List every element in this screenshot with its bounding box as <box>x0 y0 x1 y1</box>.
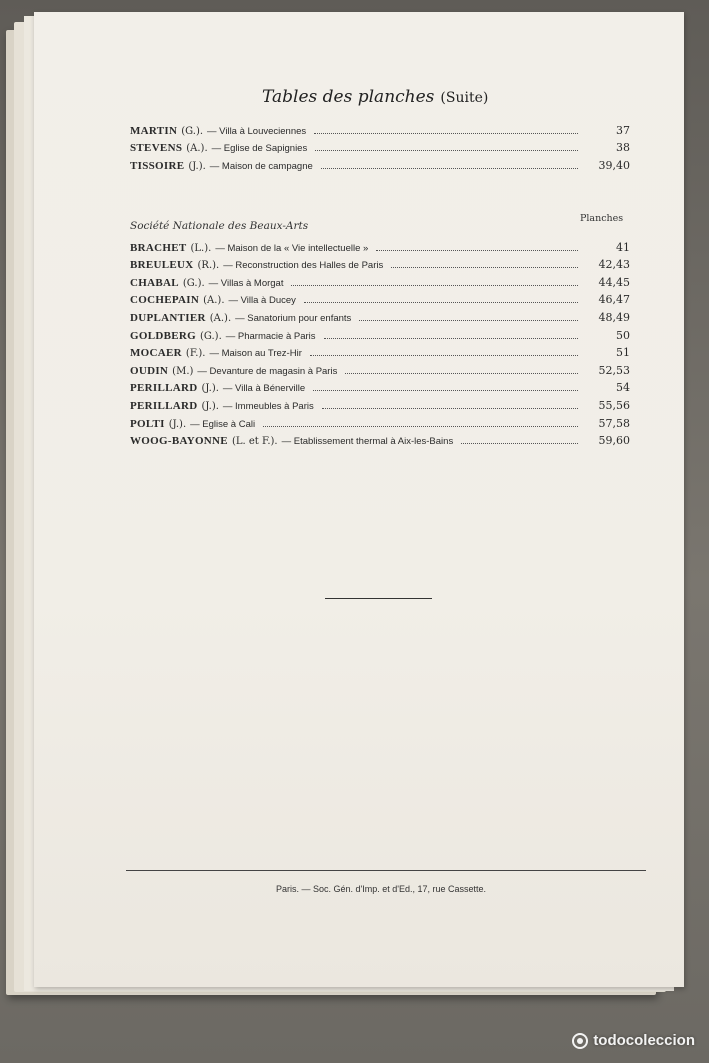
dot-leader <box>359 319 578 321</box>
architect-name: STEVENS <box>130 142 183 155</box>
architect-initials: (G.). <box>182 277 205 289</box>
dot-leader <box>391 266 578 268</box>
architect-initials: (J.). <box>201 383 219 395</box>
architect-initials: (J.). <box>168 418 187 430</box>
dot-leader <box>291 284 578 286</box>
plate-description: — Pharmacie à Paris <box>225 330 316 342</box>
column-label-planches: Planches <box>580 213 624 224</box>
watermark <box>572 1032 695 1049</box>
architect-initials: (A.). <box>209 312 232 324</box>
printer-imprint: Paris. — Soc. Gén. d'Imp. et d'Ed., 17, rue Cassette. <box>275 884 487 894</box>
list-item <box>130 359 630 377</box>
footer-divider <box>126 870 646 871</box>
section-divider <box>325 598 432 599</box>
list-item <box>130 430 630 448</box>
list-item <box>130 236 630 254</box>
plate-description: — Eglise à Cali <box>190 418 256 430</box>
architect-initials: (J.). <box>188 160 206 172</box>
architect-initials: (A.). <box>186 143 208 155</box>
page-title <box>262 87 522 107</box>
list-item <box>130 306 630 324</box>
dot-leader <box>315 149 578 151</box>
dot-leader <box>345 372 578 374</box>
list-item <box>130 324 630 342</box>
plate-description: — Villa à Louveciennes <box>207 125 307 137</box>
list-item <box>130 289 630 307</box>
list-item <box>130 254 630 272</box>
architect-name: BREULEUX <box>130 259 194 272</box>
plate-number: 50 <box>616 328 630 342</box>
dot-leader <box>321 167 578 169</box>
architect-name: BRACHET <box>130 241 187 254</box>
plate-number: 57,58 <box>598 416 630 430</box>
watermark-text: todocoleccion <box>593 1032 695 1049</box>
plate-description: — Villas à Morgat <box>208 277 284 289</box>
architect-name: MOCAER <box>130 347 182 360</box>
list-item <box>130 377 630 395</box>
plate-number: 42,43 <box>598 258 630 272</box>
watermark-logo-icon <box>572 1033 588 1049</box>
plate-description: — Sanatorium pour enfants <box>235 312 352 324</box>
architect-name: POLTI <box>130 417 165 430</box>
plate-description: — Maison au Trez-Hir <box>209 348 302 360</box>
list-item <box>130 137 630 155</box>
dot-leader <box>461 442 578 444</box>
plate-description: — Maison de campagne <box>209 160 313 172</box>
architect-initials: (L.). <box>190 242 212 254</box>
plate-description: — Immeubles à Paris <box>222 400 314 412</box>
architect-initials: (G.). <box>199 330 222 342</box>
title-text: Tables des planches <box>262 87 435 107</box>
plate-number: 55,56 <box>598 398 630 412</box>
architect-initials: (G.). <box>181 125 204 137</box>
plate-number: 59,60 <box>598 434 630 448</box>
architect-name: WOOG-BAYONNE <box>130 435 228 448</box>
dot-leader <box>304 301 578 303</box>
dot-leader <box>376 249 578 251</box>
plate-description: — Devanture de magasin à Paris <box>197 365 338 377</box>
architect-name: PERILLARD <box>130 399 198 412</box>
plate-number: 54 <box>616 381 630 395</box>
plate-number: 48,49 <box>598 310 630 324</box>
plate-number: 51 <box>616 346 630 360</box>
list-item <box>130 271 630 289</box>
plate-description: — Eglise de Sapignies <box>211 143 308 155</box>
plate-description: — Maison de la « Vie intellectuelle » <box>215 242 369 254</box>
plate-description: — Villa à Bénerville <box>222 383 306 395</box>
section-heading: Société Nationale des Beaux-Arts <box>130 220 309 232</box>
title-suite: (Suite) <box>440 90 489 106</box>
plate-number: 46,47 <box>598 293 630 307</box>
dot-leader <box>324 337 578 339</box>
entries-list-top <box>130 119 630 172</box>
architect-initials: (F.). <box>185 348 206 360</box>
architect-initials: (R.). <box>197 260 220 272</box>
plate-number: 38 <box>616 141 630 155</box>
plate-description: — Reconstruction des Halles de Paris <box>223 260 384 272</box>
plate-number: 37 <box>616 123 630 137</box>
dot-leader <box>263 425 578 427</box>
architect-initials: (M.) <box>172 365 194 377</box>
plate-number: 39,40 <box>598 158 630 172</box>
architect-initials: (A.). <box>203 295 225 307</box>
dot-leader <box>313 389 578 391</box>
architect-name: PERILLARD <box>130 382 198 395</box>
architect-name: OUDIN <box>130 364 169 377</box>
architect-name: TISSOIRE <box>130 159 185 172</box>
entries-list-main <box>130 236 630 447</box>
architect-name: COCHEPAIN <box>130 294 200 307</box>
architect-name: CHABAL <box>130 276 179 289</box>
dot-leader <box>310 354 578 356</box>
architect-initials: (J.). <box>201 400 219 412</box>
plate-description: — Etablissement thermal à Aix-les-Bains <box>281 436 454 448</box>
architect-name: MARTIN <box>130 124 178 137</box>
plate-description: — Villa à Ducey <box>228 295 296 307</box>
list-item <box>130 412 630 430</box>
document-page <box>34 12 684 987</box>
list-item <box>130 154 630 172</box>
architect-name: DUPLANTIER <box>130 311 206 324</box>
list-item <box>130 119 630 137</box>
list-item <box>130 394 630 412</box>
plate-number: 41 <box>616 240 630 254</box>
list-item <box>130 342 630 360</box>
dot-leader <box>322 407 578 409</box>
dot-leader <box>314 132 578 134</box>
plate-number: 44,45 <box>598 275 630 289</box>
architect-initials: (L. et F.). <box>231 436 278 448</box>
architect-name: GOLDBERG <box>130 329 196 342</box>
plate-number: 52,53 <box>598 363 630 377</box>
